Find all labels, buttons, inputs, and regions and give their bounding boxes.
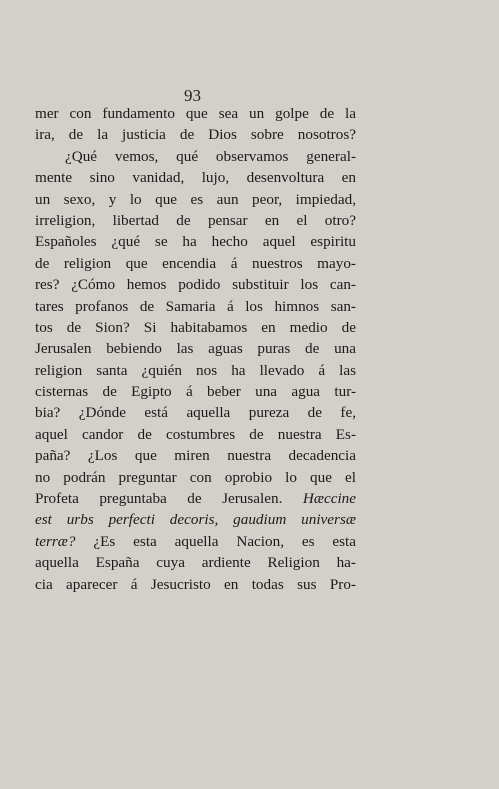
text-line [35,103,356,124]
text-line [35,189,356,210]
text-line [35,253,356,274]
text-line [35,317,356,338]
text-line [35,445,356,466]
text-line-roman: Profeta preguntaba de Jerusalen. [35,490,283,508]
text-line [35,467,356,488]
text-line-roman: tos de Sion? Si habitabamos en medio de [35,318,356,336]
text-line [35,509,356,530]
body-text [35,103,356,595]
text-line-roman-after: ¿Es esta aquella Nacion, es esta [75,532,356,550]
text-line-roman: mente sino vanidad, lujo, desenvoltura en [35,169,356,187]
text-line-roman: Jerusalen bebiendo las aguas puras de una [35,340,356,358]
text-line-roman: Españoles ¿qué se ha hecho aquel espiritu [35,233,356,251]
text-line-roman: aquel candor de costumbres de nuestra Es- [35,425,356,443]
text-line [35,552,356,573]
text-line-roman: bia? ¿Dónde está aquella pureza de fe, [35,404,356,422]
text-line [35,146,356,167]
text-line [35,338,356,359]
text-line [35,488,356,509]
text-line [35,274,356,295]
text-line-roman: tares profanos de Samaria á los himnos san- [35,297,356,315]
text-line-roman: religion santa ¿quién nos ha llevado á las [35,361,356,379]
text-line [35,402,356,423]
text-line-roman: paña? ¿Los que miren nuestra decadencia [35,447,356,465]
text-line [35,210,356,231]
text-line-roman: un sexo, y lo que es aun peor, impiedad, [35,190,356,208]
text-line [35,360,356,381]
text-line [35,424,356,445]
text-line-roman: ¿Qué vemos, qué observamos general- [65,147,356,165]
text-line-roman: no podrán preguntar con oprobio lo que el [35,468,356,486]
text-line-italic: terræ? [35,532,76,550]
text-line [35,531,356,552]
text-line-italic: Hæccine [302,490,357,508]
text-line [35,231,356,252]
text-line-roman: de religion que encendia á nuestros mayo- [35,254,356,272]
text-line [35,381,356,402]
text-line [35,167,356,188]
text-line-roman: aquella España cuya ardiente Religion ha- [35,554,356,572]
text-line-roman: mer con fundamento que sea un golpe de la [35,105,356,122]
text-line [35,296,356,317]
page-number: 93 [184,86,201,105]
text-line [35,124,356,145]
text-line-roman: res? ¿Cómo hemos podido substituir los can- [35,276,356,294]
text-line [35,574,356,595]
text-line-roman: cia aparecer á Jesucristo en todas sus Pro- [35,575,356,593]
text-line-italic: est urbs perfecti decoris, gaudium universæ [35,511,356,529]
text-line-roman: cisternas de Egipto á beber una agua tur- [35,383,356,401]
text-line-roman: irreligion, libertad de pensar en el otro? [35,211,356,229]
text-line-roman: ira, de la justicia de Dios sobre nosotros? [35,126,356,144]
